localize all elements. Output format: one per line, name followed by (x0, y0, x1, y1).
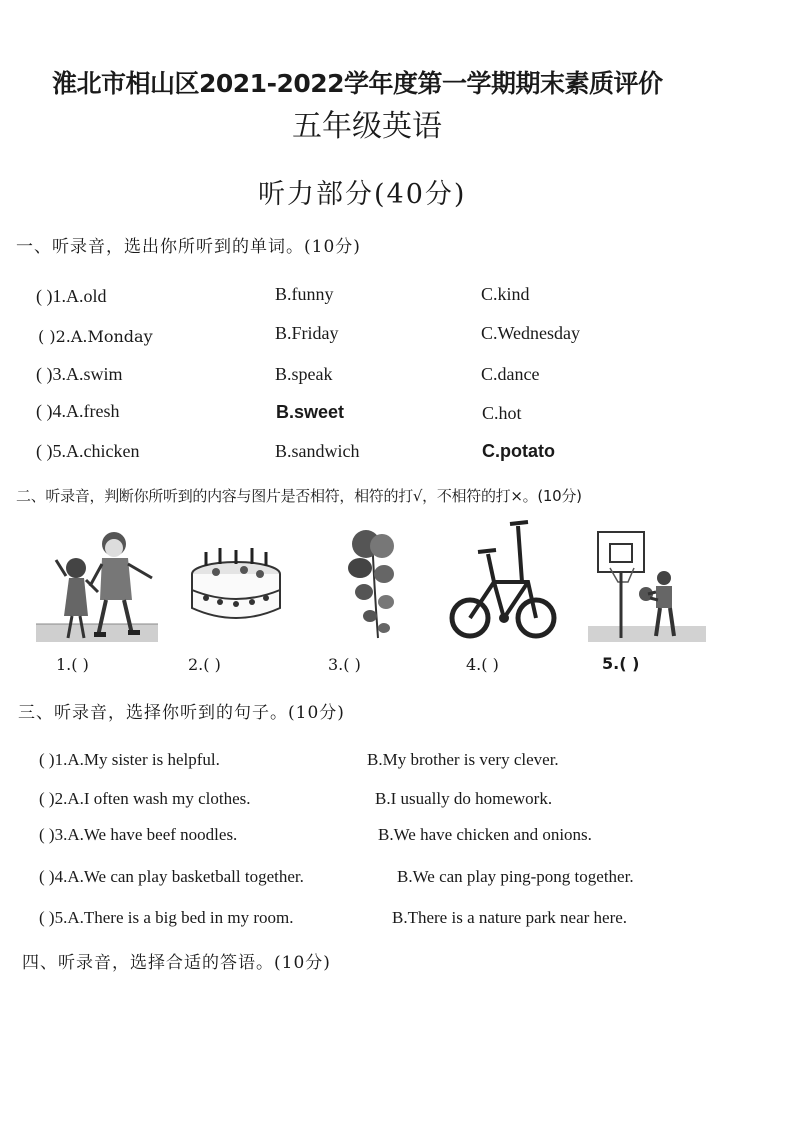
s3-item5-a: ( )5.A.There is a big bed in my room. (39, 908, 294, 927)
s3-item5-b: B.There is a nature park near here. (392, 908, 628, 927)
birthday-cake-icon (186, 546, 286, 630)
s3-item3-b: B.We have chicken and onions. (378, 825, 592, 844)
s1-item2-b: B.Friday (275, 323, 339, 343)
basketball-player-icon (588, 530, 706, 644)
s1-item5-b: B.sandwich (275, 441, 360, 461)
s1-item4-c: C.hot (482, 403, 522, 423)
s3-item2-b: B.I usually do homework. (375, 789, 553, 808)
flower-plant-icon (344, 524, 400, 640)
picture-label-5: 5.( ) (602, 654, 640, 673)
section2-heading: 二、听录音，判断你所听到的内容与图片是否相符，相符的打√，不相符的打×。(10分) (16, 487, 582, 505)
s3-item1-b: B.My brother is very clever. (367, 750, 559, 769)
s1-item3-c: C.dance (481, 364, 540, 384)
exam-title: 淮北市相山区2021-2022学年度第一学期期末素质评价 (52, 69, 663, 98)
s1-item2-a: ( )2.A.Monday (38, 327, 153, 346)
s1-item3-b: B.speak (275, 364, 333, 384)
picture-label-3: 3.( ) (328, 655, 361, 674)
s1-item4-b: B.sweet (276, 402, 345, 422)
exam-subtitle: 五年级英语 (292, 109, 442, 144)
dancing-kids-icon (36, 520, 158, 644)
picture-label-4: 4.( ) (466, 655, 499, 674)
part-title: 听力部分(40分) (258, 179, 467, 210)
s3-item3-a: ( )3.A.We have beef noodles. (39, 825, 238, 844)
s1-item1-a: ( )1.A.old (36, 286, 107, 306)
s1-item5-c: C.potato (482, 441, 555, 461)
s1-item3-a: ( )3.A.swim (36, 364, 123, 384)
picture-label-1: 1.( ) (56, 655, 89, 674)
bicycle-icon (448, 518, 558, 640)
s1-item2-c: C.Wednesday (481, 323, 581, 343)
s3-item4-a: ( )4.A.We can play basketball together. (39, 867, 304, 886)
section1-heading: 一、听录音，选出你所听到的单词。(10分) (16, 237, 361, 257)
s3-item1-a: ( )1.A.My sister is helpful. (39, 750, 220, 769)
s1-item1-c: C.kind (481, 284, 530, 304)
s1-item4-a: ( )4.A.fresh (36, 401, 120, 421)
s3-item4-b: B.We can play ping-pong together. (397, 867, 634, 886)
s3-item2-a: ( )2.A.I often wash my clothes. (39, 789, 251, 808)
section4-heading: 四、听录音，选择合适的答语。(10分) (22, 953, 331, 973)
s1-item5-a: ( )5.A.chicken (36, 441, 140, 461)
section3-heading: 三、听录音，选择你听到的句子。(10分) (18, 703, 345, 723)
picture-label-2: 2.( ) (188, 655, 221, 674)
s1-item1-b: B.funny (275, 284, 334, 304)
